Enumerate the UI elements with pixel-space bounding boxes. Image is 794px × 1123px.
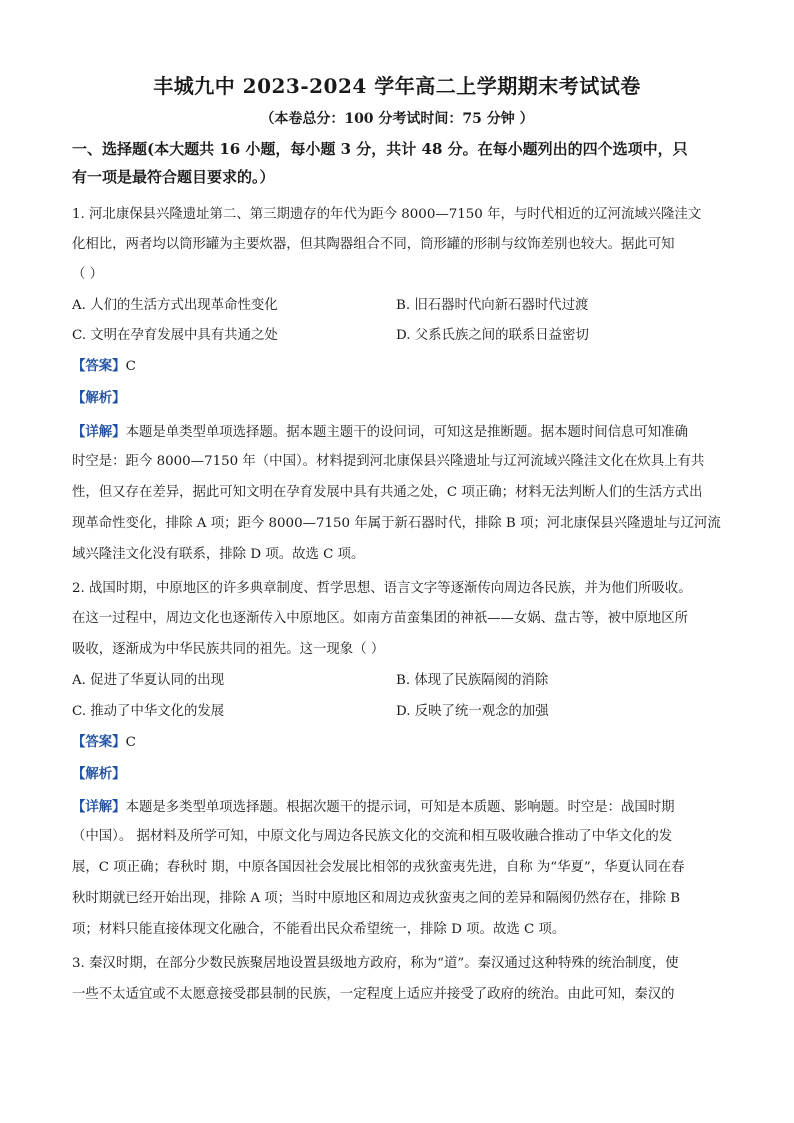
q2-detail-line4: 秋时期就已经开始出现，排除 A 项；当时中原地区和周边戎狄蛮夷之间的差异和隔阂仍然存在，排除 B — [72, 891, 681, 906]
q2-answer-label: 【答案】 — [72, 734, 126, 750]
q1-detail-line4: 现革命性变化，排除 A 项；距今 8000—7150 年属于新石器时代，排除 B 项；河北康保县兴隆遗址与辽河流 — [72, 516, 721, 531]
q2-option-b: B. 体现了民族隔阂的消除 — [396, 673, 549, 688]
section-heading-line2: 有一项是最符合题目要求的。） — [72, 168, 275, 186]
q1-detail-line3: 性，但又存在差异，据此可知文明在孕育发展中具有共通之处，C 项正确；材料无法判断人们的生活方式出 — [72, 485, 703, 500]
q2-detail-line1 — [72, 797, 732, 818]
q1-stem-line3: （ ） — [72, 267, 104, 282]
q1-stem-line1: 1. 河北康保县兴隆遗址第二、第三期遗存的年代为距今 8000—7150 年，与时代相近的辽河流域兴隆洼文 — [72, 207, 702, 222]
q1-detail-text1: 本题是单类型单项选择题。据本题主题干的设问词，可知这是推断题。据本题时间信息可知准确 — [125, 425, 688, 440]
q1-option-b: B. 旧石器时代向新石器时代过渡 — [396, 298, 589, 313]
q2-detail-text1: 本题是多类型单项选择题。根据次题干的提示词，可知是本质题、影响题。时空是：战国时期 — [125, 800, 675, 815]
q2-stem-line3: 吸收，逐渐成为中华民族共同的祖先。这一现象（ ） — [72, 642, 385, 657]
exam-subtitle: （本卷总分：100 分考试时间：75 分钟 ） — [260, 111, 534, 127]
q1-detail-line2: 时空是：距今 8000—7150 年（中国）。材料提到河北康保县兴隆遗址与辽河流域兴隆洼文化在炊具上有共 — [72, 454, 705, 469]
q2-stem-line1: 2. 战国时期，中原地区的许多典章制度、哲学思想、语言文字等逐渐传向周边各民族，并为他们所吸收。 — [72, 581, 692, 596]
q2-detail-line3: 展，C 项正确；春秋时 期，中原各国因社会发展比相邻的戎狄蛮夷先进，自称 为“华夏”，华夏认同在春 — [72, 860, 685, 875]
q2-detail-line2: （中国）。 据材料及所学可知，中原文化与周边各民族文化的交流和相互吸收融合推动了中华文化的发 — [72, 829, 673, 844]
q3-stem-line1: 3. 秦汉时期，在部分少数民族聚居地设置县级地方政府，称为“道”。秦汉通过这种特殊的统治制度，使 — [72, 956, 679, 971]
q2-answer-value: C — [125, 735, 136, 750]
q1-answer-value: C — [125, 359, 136, 374]
q1-answer-label: 【答案】 — [72, 358, 126, 374]
q1-option-a: A. 人们的生活方式出现革命性变化 — [72, 298, 278, 313]
q1-option-d: D. 父系氏族之间的联系日益密切 — [396, 328, 589, 343]
q1-analysis — [72, 388, 126, 409]
q2-option-d: D. 反映了统一观念的加强 — [396, 704, 549, 719]
q1-detail-line5: 域兴隆洼文化没有联系，排除 D 项。故选 C 项。 — [72, 547, 365, 562]
q1-analysis-label: 【解析】 — [72, 390, 126, 406]
q2-option-c: C. 推动了中华文化的发展 — [72, 704, 225, 719]
q1-option-c: C. 文明在孕育发展中具有共通之处 — [72, 328, 278, 343]
exam-title: 丰城九中 2023-2024 学年高二上学期期末考试试卷 — [153, 74, 641, 98]
q2-option-a: A. 促进了华夏认同的出现 — [72, 673, 225, 688]
q3-stem-line2: 一些不太适宜或不太愿意接受郡县制的民族，一定程度上适应并接受了政府的统治。由此可知，秦汉的 — [72, 987, 675, 1002]
q2-detail-line5: 项；材料只能直接体现文化融合，不能看出民众希望统一，排除 D 项。故选 C 项。 — [72, 922, 566, 937]
q1-stem-line2: 化相比，两者均以筒形罐为主要炊器，但其陶器组合不同，筒形罐的形制与纹饰差别也较大。据此可知 — [72, 237, 675, 252]
section-heading-line1: 一、选择题(本大题共 16 小题，每小题 3 分，共计 48 分。在每小题列出的四个选项中，只 — [72, 140, 688, 158]
q2-analysis — [72, 764, 126, 785]
q1-detail-line1 — [72, 422, 732, 443]
q1-detail-label: 【详解】 — [72, 424, 126, 440]
q1-answer — [72, 356, 136, 377]
q2-detail-label: 【详解】 — [72, 799, 126, 815]
q2-answer — [72, 732, 136, 753]
q2-stem-line2: 在这一过程中，周边文化也逐渐传入中原地区。如南方苗蛮集团的神祇——女娲、盘古等，被中原地区所 — [72, 611, 688, 626]
q2-analysis-label: 【解析】 — [72, 766, 126, 782]
